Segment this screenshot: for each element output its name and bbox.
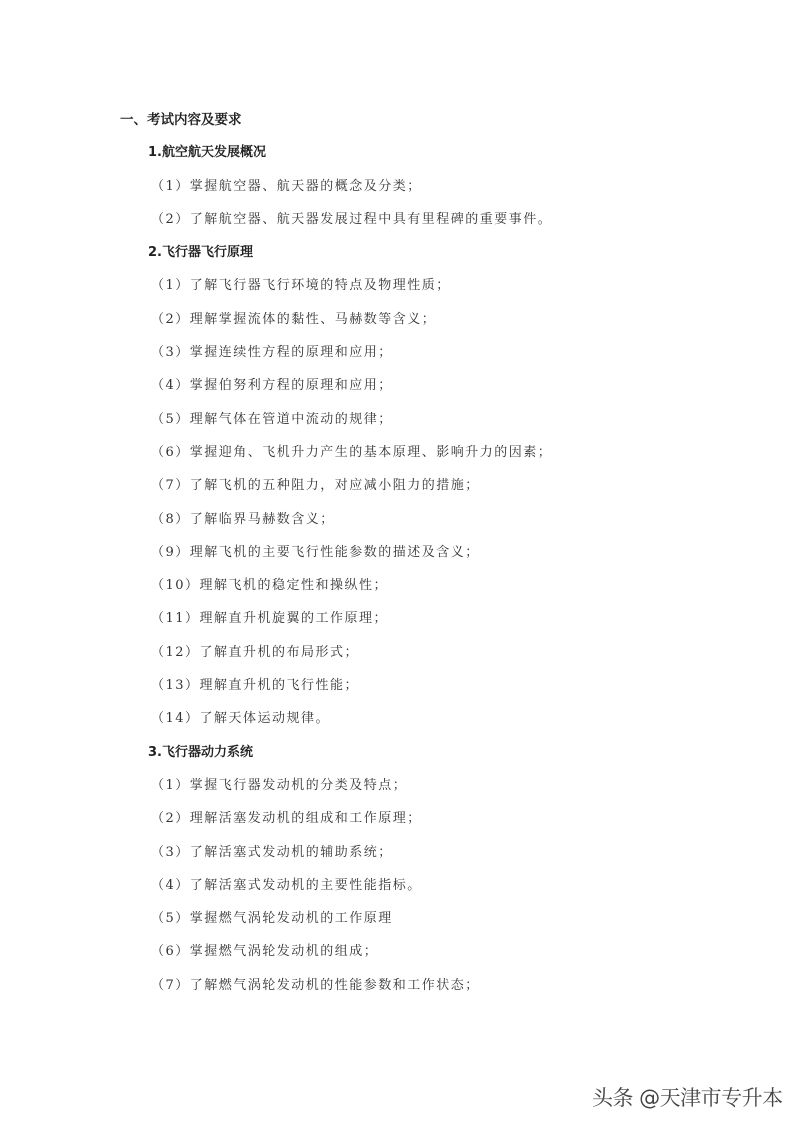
list-item: （11）理解直升机旋翼的工作原理； [151,611,389,627]
list-item: （7）了解飞机的五种阻力，对应减小阻力的措施； [151,478,480,494]
list-item: （14）了解天体运动规律。 [151,711,331,727]
list-item: （5）掌握燃气涡轮发动机的工作原理 [151,911,393,927]
sections [0,143,793,1009]
list-item: （2）理解活塞发动机的组成和工作原理； [151,811,422,827]
list-item: （1）了解飞行器飞行环境的特点及物理性质； [151,278,451,294]
list-item: （8）了解临界马赫数含义； [151,511,335,527]
section-title: 3.飞行器动力系统 [148,744,253,760]
watermark: 头条 @天津市专升本 [592,1086,783,1110]
main-heading: 一、考试内容及要求 [120,112,242,128]
list-item: （3）了解活塞式发动机的辅助系统； [151,844,393,860]
section-title: 2.飞行器飞行原理 [148,245,253,261]
list-item: （2）了解航空器、航天器发展过程中具有里程碑的重要事件。 [151,211,553,227]
document-body [0,110,793,1009]
list-item: （1）掌握航空器、航天器的概念及分类； [151,178,422,194]
list-item: （5）理解气体在管道中流动的规律； [151,411,393,427]
list-item: （10）理解飞机的稳定性和操纵性； [151,578,389,594]
list-item: （13）理解直升机的飞行性能； [151,678,360,694]
list-item: （6）掌握迎角、飞机升力产生的基本原理、影响升力的因素； [151,444,553,460]
list-item: （4）掌握伯努利方程的原理和应用； [151,378,393,394]
list-item: （1）掌握飞行器发动机的分类及特点； [151,777,408,793]
list-item: （4）了解活塞式发动机的主要性能指标。 [151,877,422,893]
list-item: （6）掌握燃气涡轮发动机的组成； [151,944,379,960]
list-item: （7）了解燃气涡轮发动机的性能参数和工作状态； [151,977,480,993]
list-item: （3）掌握连续性方程的原理和应用； [151,345,393,361]
list-item: （12）了解直升机的布局形式； [151,644,360,660]
list-item: （2）理解掌握流体的黏性、马赫数等含义； [151,311,437,327]
section-title: 1.航空航天发展概况 [148,145,266,161]
list-item: （9）理解飞机的主要飞行性能参数的描述及含义； [151,544,480,560]
